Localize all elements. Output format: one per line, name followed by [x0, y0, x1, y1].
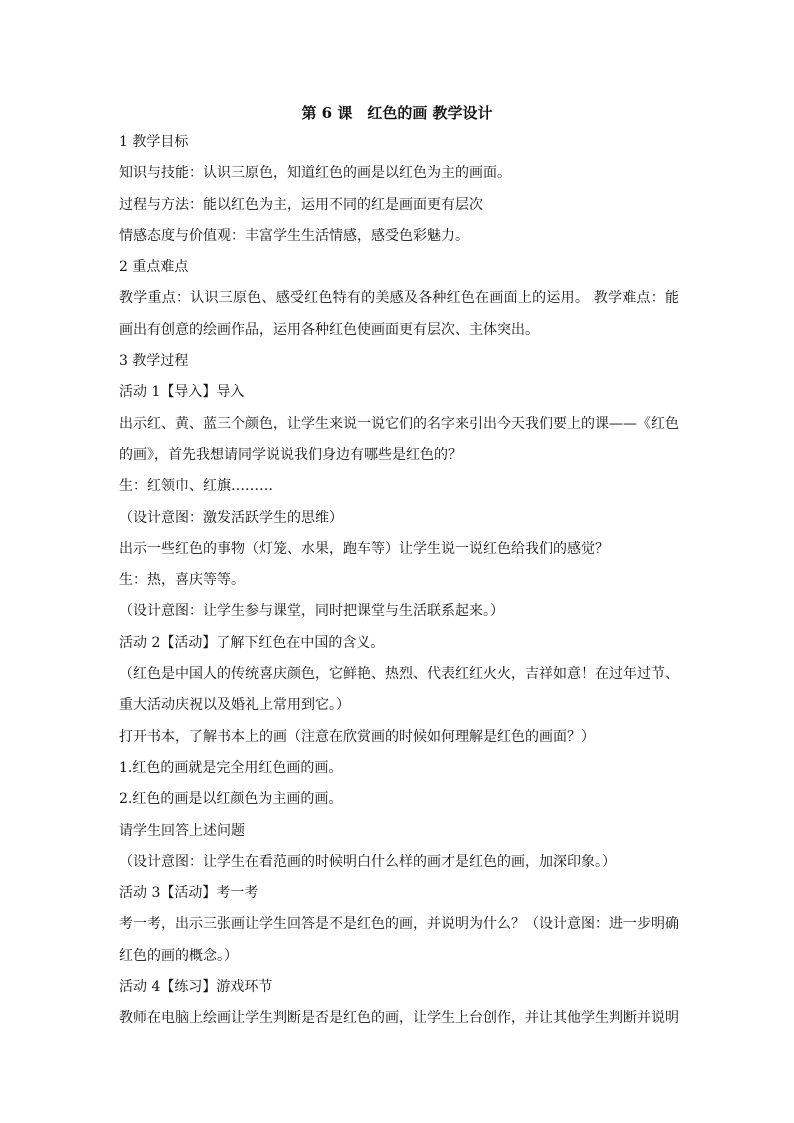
paragraph: 生：热，喜庆等等。 [119, 572, 245, 589]
activity-heading: 活动 2【活动】了解下红色在中国的含义。 [119, 634, 385, 651]
paragraph: 生：红领巾、红旗……… [119, 478, 273, 495]
paragraph: 教师在电脑上绘画让学生判断是否是红色的画，让学生上台创作，并让其他学生判断并说明 [119, 1010, 679, 1027]
paragraph: 考一考，出示三张画让学生回答是不是红色的画，并说明为什么？（设计意图：进一步明确红色的画的概念。） [119, 916, 679, 964]
paragraph: 打开书本，了解书本上的画（注意在欣赏画的时候如何理解是红色的画面？） [119, 728, 595, 745]
paragraph: 教学重点：认识三原色、感受红色特有的美感及各种红色在画面上的运用。 教学难点：能画出有创意的绘画作品，运用各种红色使画面更有层次、主体突出。 [119, 290, 679, 338]
document-title: 第 6 课 红色的画 教学设计 [301, 104, 493, 122]
section-heading: 2 重点难点 [119, 259, 189, 276]
design-intent: （设计意图：让学生在看范画的时候明白什么样的画才是红色的画，加深印象。） [119, 853, 616, 870]
paragraph: 过程与方法：能以红色为主，运用不同的红是画面更有层次 [119, 196, 483, 213]
design-intent: （设计意图：让学生参与课堂，同时把课堂与生活联系起来。） [119, 603, 504, 620]
paragraph: 请学生回答上述问题 [119, 822, 245, 839]
paragraph: （红色是中国人的传统喜庆颜色，它鲜艳、热烈、代表红红火火，吉祥如意！在过年过节、重大活动庆祝以及婚礼上常用到它。） [119, 666, 679, 714]
paragraph: 知识与技能：认识三原色，知道红色的画是以红色为主的画面。 [119, 165, 511, 182]
list-item: 1.红色的画就是完全用红色画的画。 [119, 759, 343, 776]
document-body [119, 133, 679, 1041]
paragraph: 出示红、黄、蓝三个颜色，让学生来说一说它们的名字来引出今天我们要上的课——《红色的画》，首先我想请同学说说我们身边有哪些是红色的？ [119, 415, 679, 463]
activity-heading: 活动 4【练习】游戏环节 [119, 979, 273, 996]
paragraph: 情感态度与价值观：丰富学生生活情感，感受色彩魅力。 [119, 227, 469, 244]
activity-heading: 活动 3【活动】考一考 [119, 885, 259, 902]
design-intent: （设计意图：激发活跃学生的思维） [119, 509, 343, 526]
list-item: 2.红色的画是以红颜色为主画的画。 [119, 791, 343, 808]
section-heading: 1 教学目标 [119, 134, 189, 150]
paragraph: 出示一些红色的事物（灯笼、水果，跑车等）让学生说一说红色给我们的感觉？ [119, 540, 609, 557]
section-heading: 3 教学过程 [119, 353, 189, 370]
activity-heading: 活动 1【导入】导入 [119, 384, 245, 401]
